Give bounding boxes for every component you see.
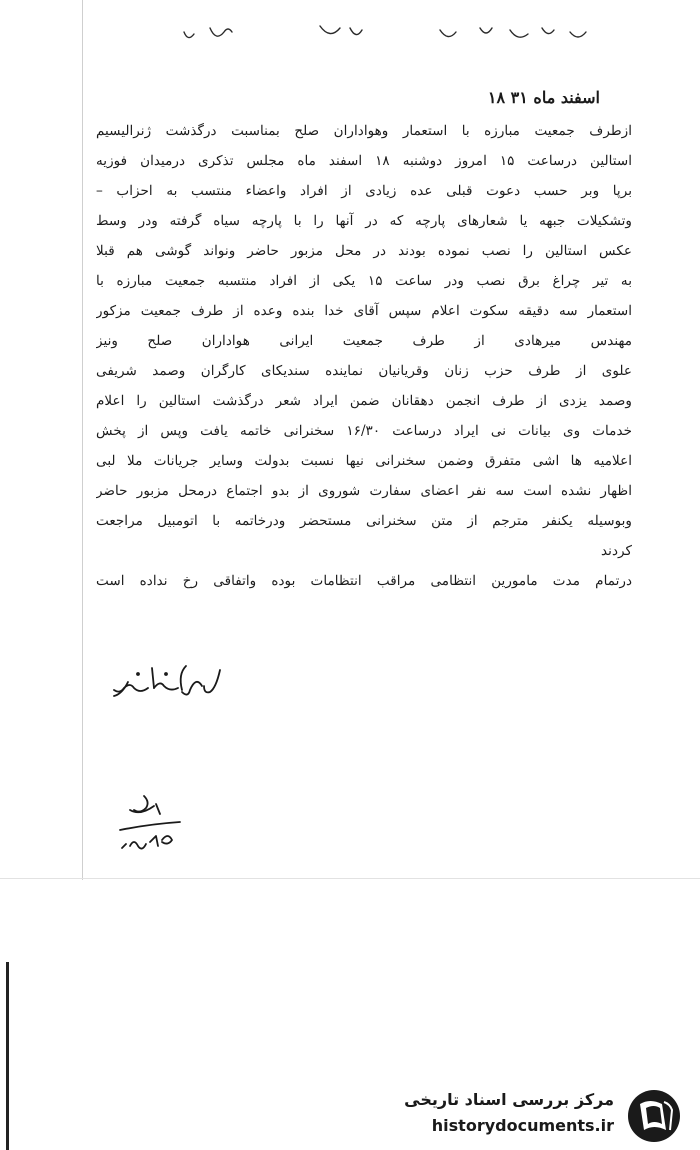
document-line: استعمار سه دقیقه سکوت اعلام سپس آقای خدا بنده وعده از طرف جمعیت مزکور (96, 303, 632, 319)
archive-logo-icon (620, 1088, 688, 1144)
handwritten-signature (108, 652, 228, 712)
document-line: خدمات وی بیانات نی ایراد درساعت ۱۶/۳۰ سخنرانی خاتمه یافت وپس از پخش (96, 423, 632, 439)
document-line: کردند (601, 543, 632, 559)
document-line: علوی از طرف حزب زنان وقریانیان نماینده سندیکای کارگران وصمد شریفی (96, 363, 632, 379)
document-line: اظهار نشده است سه نفر اعضای سفارت شوروی از بدو اجتماع درمحل مزبور حاضر (96, 483, 632, 499)
document-line: اعلامیه ها اشی متفرق وضمن سخنرانی نیها نسبت بدولت وسایر جریانات ملا لبی (96, 453, 632, 469)
page-left-edge (82, 0, 83, 880)
document-line: مهندس میرهادی از طرف جمعیت ایرانی هواداران صلح ونیز (96, 333, 632, 349)
document-line: وتشکیلات جبهه یا شعارهای پارچه که در آنها را با پارچه سیاه گرفته ودر وسط (96, 213, 632, 229)
document-line: وصمد یزدی از طرف انجمن دهقانان ضمن ایراد شعر درگذشت استالین را اعلام (96, 393, 632, 409)
handwritten-initials (100, 790, 200, 870)
page-bottom-edge (0, 878, 700, 879)
document-date: ۱۸ اسفند ماه ۳۱ (487, 88, 600, 107)
document-line: درتمام مدت مامورین انتظامی مراقب انتظامات بوده واتفاقی رخ نداده است (96, 573, 632, 589)
document-line: وبوسیله یکنفر مترجم از متن سخنرانی مستحضر ودرخاتمه با اتومبیل مراجعت (96, 513, 632, 529)
document-line: عکس استالین را نصب نموده بودند در محل مزبور حاضر ونواند گوشی هم قبلا (96, 243, 632, 259)
archive-watermark (404, 1088, 690, 1144)
document-line: برپا وبر حسب دعوت قبلی عده زیادی از افراد واعضاء منتسب به احزاب – (96, 183, 632, 199)
scan-shadow-line (6, 962, 9, 1150)
watermark-url: historydocuments.ir (431, 1116, 614, 1135)
document-body (96, 116, 632, 596)
document-line: ازطرف جمعیت مبارزه با استعمار وهواداران صلح بمناسبت درگذشت ژنرالیسیم (96, 123, 632, 139)
top-margin-marks (170, 14, 610, 74)
document-line: به تیر چراغ برق نصب ودر ساعت ۱۵ یکی از افراد منتسبه جمعیت مبارزه با (96, 273, 632, 289)
watermark-title: مرکز بررسی اسناد تاریخی (404, 1090, 614, 1109)
document-line: استالین درساعت ۱۵ امروز دوشنبه ۱۸ اسفند ماه مجلس تذکری درمیدان فوزیه (96, 153, 632, 169)
